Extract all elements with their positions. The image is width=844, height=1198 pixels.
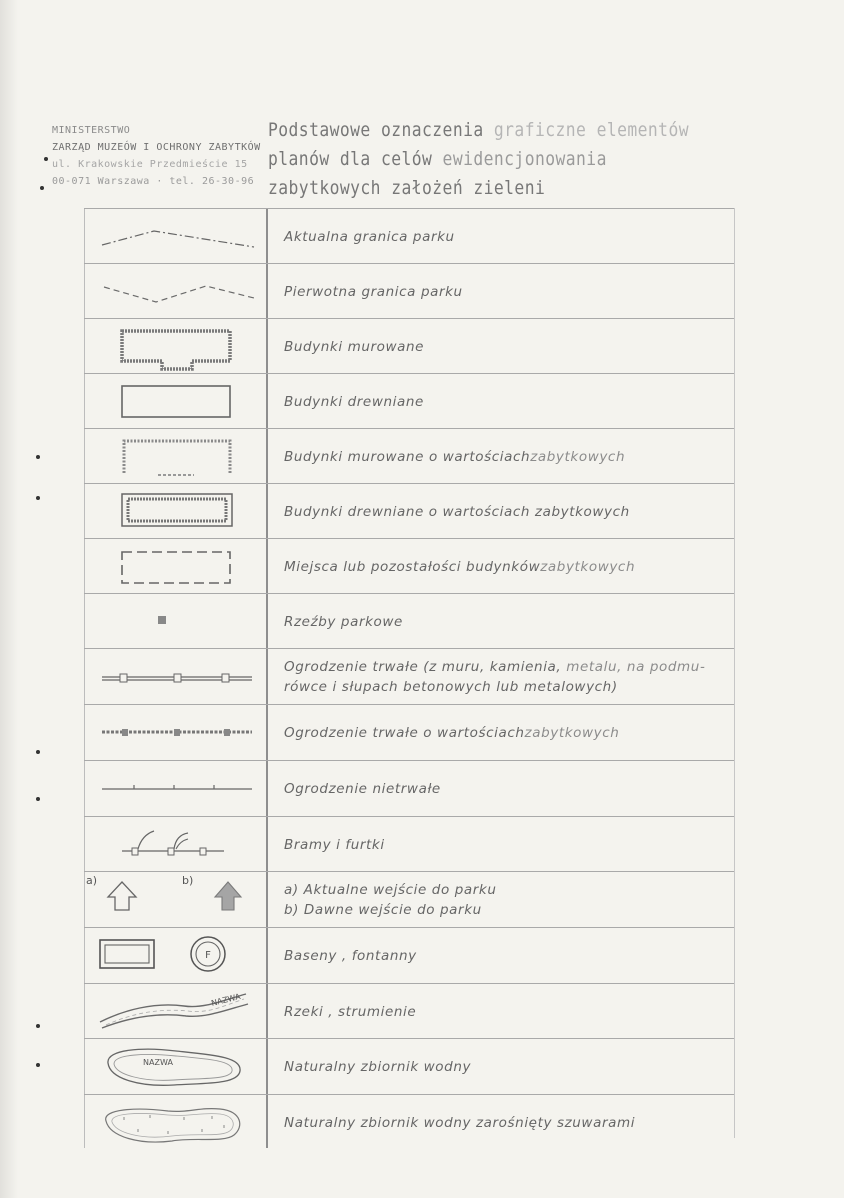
legend-label-faint: zabytkowych [524,725,620,741]
legend-table [84,208,736,1150]
legend-label-line-2: b) Dawne wejście do parku [284,902,482,918]
title-line-1-faint: graficzne elementów [493,119,689,141]
stamp-line-4: 00-071 Warszawa · tel. 26-30-96 [52,176,255,187]
pool-outline [100,940,154,968]
overgrown-pond-symbol [84,1095,266,1150]
margin-dot [36,496,40,500]
stamp-line-1: MINISTERSTWO [52,125,131,136]
legend-label: Naturalny zbiornik wodny zarośnięty szuwarami [284,1114,636,1131]
legend-label: Bramy i furtki [284,836,385,853]
permanent-fence-symbol [84,649,266,705]
legend-row [84,263,734,319]
legend-row [84,760,734,817]
legend-row [84,208,734,264]
entrance-a-marker: a) [86,874,98,887]
pool-inner-outline [105,945,149,963]
sculpture-symbol [84,594,266,649]
river-name: NAZWA [210,991,242,1008]
pond-name: NAZWA [143,1058,173,1067]
entrances-symbol [84,872,266,928]
legend-label-faint: metalu, na podmu- [566,659,706,675]
dashed-building-symbol [84,539,266,594]
legend-label: Rzeki , strumienie [284,1003,417,1020]
scan-edge-shadow [0,0,18,1198]
legend-label-main: Miejsca lub pozostałości budynków [284,558,541,575]
legend-label-main: Budynki murowane o wartościach [284,448,531,465]
former-entrance-arrow-icon [215,882,241,910]
margin-dot [44,157,48,161]
entrance-b-marker: b) [182,874,194,887]
legend-label [284,539,734,594]
fountain-letter: F [205,950,211,961]
brick-building-symbol [84,319,266,374]
park-boundary-current-symbol [84,209,266,264]
title-line-1-main: Podstawowe oznaczenia [268,119,494,141]
legend-label-main: Ogrodzenie trwałe (z muru, kamienia, [284,659,567,675]
legend-row [84,538,734,594]
river-symbol [84,984,266,1039]
legend-row [84,373,734,429]
stamp-line-3: ul. Krakowskie Przedmieście 15 [52,159,248,170]
legend-row [84,1094,734,1150]
title-line-2 [268,145,672,174]
legend-row [84,1038,734,1095]
pool-fountain-symbol [84,928,266,984]
title-line-2-main: planów dla celów [268,148,443,170]
historic-fence-symbol [84,705,266,761]
park-boundary-original-symbol [84,264,266,319]
stamp-line-2: ZARZĄD MUZEÓW I OCHRONY ZABYTKÓW [52,142,261,153]
gates-symbol [84,817,266,872]
pond-symbol [84,1039,266,1095]
institution-stamp [52,122,262,190]
historic-wooden-building-symbol [84,484,266,539]
legend-row [84,704,734,761]
title-line-1 [268,116,689,145]
wooden-building-symbol [84,374,266,429]
legend-row [84,871,734,928]
historic-brick-building-symbol [84,429,266,484]
margin-dot [36,455,40,459]
document-title [268,116,689,203]
legend-label: Budynki drewniane o wartościach zabytkowych [284,503,630,520]
legend-row [84,483,734,539]
legend-label: Budynki murowane [284,338,425,355]
legend-label: Baseny , fontanny [284,948,417,964]
legend-label [284,429,734,484]
margin-dot [36,1024,40,1028]
margin-dot [36,750,40,754]
temporary-fence-symbol [84,761,266,817]
legend-label: Aktualna granica parku [284,228,455,245]
legend-row [84,983,734,1039]
legend-label: Budynki drewniane [284,393,424,410]
legend-label: Ogrodzenie nietrwałe [284,781,441,797]
legend-label-line-1 [284,657,705,677]
legend-label-main: Ogrodzenie trwałe o wartościach [284,725,525,741]
margin-dot [36,1063,40,1067]
legend-row [84,816,734,872]
current-entrance-arrow-icon [108,882,136,910]
legend-row [84,428,734,484]
title-line-3: zabytkowych założeń zieleni [268,177,546,199]
legend-label [284,649,734,705]
legend-label-faint: zabytkowych [530,448,626,465]
legend-label: Naturalny zbiornik wodny [284,1059,472,1075]
legend-right-border [734,208,735,1138]
legend-label-faint: zabytkowych [540,558,636,575]
title-line-2-faint: ewidencjonowania [442,148,607,170]
legend-label-line-1: a) Aktualne wejście do parku [284,882,497,898]
margin-dot [36,797,40,801]
legend-label-line-2: rówce i słupach betonowych lub metalowych) [284,679,618,695]
legend-row [84,927,734,984]
margin-dot [40,186,44,190]
legend-row [84,593,734,649]
legend-row [84,318,734,374]
legend-label [284,705,734,761]
legend-label: Rzeźby parkowe [284,613,403,630]
legend-label [284,872,734,928]
legend-row [84,648,734,705]
legend-label: Pierwotna granica parku [284,283,463,300]
